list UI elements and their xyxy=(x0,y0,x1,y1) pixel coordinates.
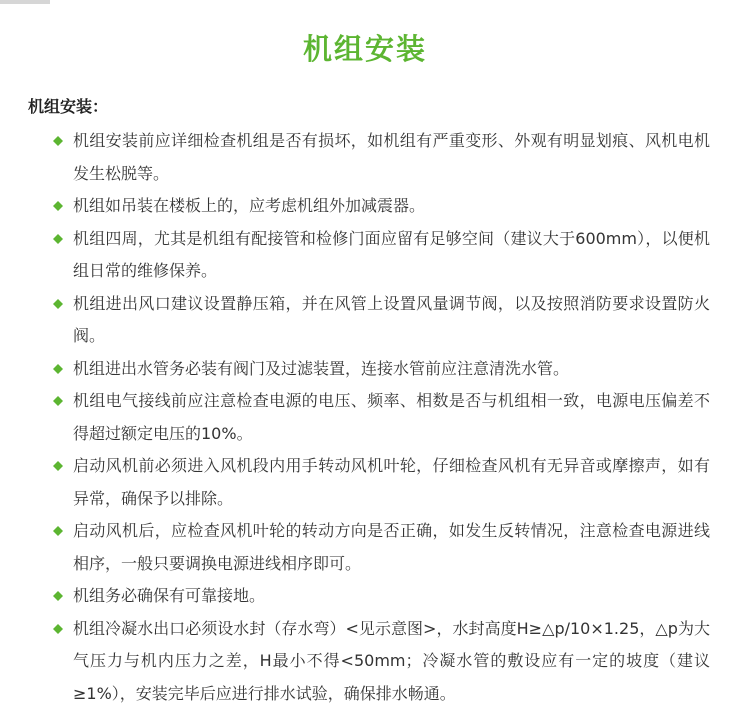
list-item-text: 机组务必确保有可靠接地。 xyxy=(73,586,266,605)
diamond-bullet-icon xyxy=(53,526,63,536)
list-item xyxy=(50,288,710,353)
list-item-text: 机组四周，尤其是机组有配接管和检修门面应留有足够空间（建议大于600mm），以便机组日常的维修保养。 xyxy=(73,228,710,280)
list-item-text: 启动风机前必须进入风机段内用手转动风机叶轮，仔细检查风机有无异音或摩擦声，如有异常，确保予以排除。 xyxy=(73,456,710,508)
list-item-text: 机组进出风口建议设置静压箱，并在风管上设置风量调节阀，以及按照消防要求设置防火阀。 xyxy=(73,293,710,345)
top-divider-strip xyxy=(0,0,50,4)
diamond-bullet-icon xyxy=(53,624,63,634)
page-title: 机组安装 xyxy=(302,32,427,66)
list-item xyxy=(50,580,710,613)
section-heading: 机组安装： xyxy=(28,97,109,116)
list-item xyxy=(50,515,710,580)
diamond-bullet-icon xyxy=(53,461,63,471)
list-item-text: 机组进出水管务必装有阀门及过滤装置，连接水管前应注意清洗水管。 xyxy=(73,358,570,378)
list-item xyxy=(50,385,710,450)
list-item xyxy=(50,450,710,515)
list-item xyxy=(50,613,710,711)
instruction-list xyxy=(50,125,710,710)
list-item xyxy=(50,190,710,223)
list-item-text: 机组冷凝水出口必须设水封（存水弯）<见示意图>，水封高度H≥△p/10×1.25，△p为大气压力与机内压力之差，H最小不得<50mm；冷凝水管的敷设应有一定的坡度（建议≥1%），安装完毕后应进行排水试验，确保排水畅通。 xyxy=(73,618,710,703)
list-item xyxy=(50,125,710,190)
list-item-text: 启动风机后，应检查风机叶轮的转动方向是否正确，如发生反转情况，注意检查电源进线相序，一般只要调换电源进线相序即可。 xyxy=(73,521,710,573)
diamond-bullet-icon xyxy=(53,299,63,309)
diamond-bullet-icon xyxy=(53,591,63,601)
list-item xyxy=(50,223,710,288)
list-item-text: 机组如吊装在楼板上的，应考虑机组外加减震器。 xyxy=(73,196,426,215)
diamond-bullet-icon xyxy=(53,364,63,374)
list-item-text: 机组安装前应详细检查机组是否有损坏，如机组有严重变形、外观有明显划痕、风机电机发生松脱等。 xyxy=(73,131,710,183)
diamond-bullet-icon xyxy=(53,136,63,146)
diamond-bullet-icon xyxy=(53,396,63,406)
diamond-bullet-icon xyxy=(53,234,63,244)
list-item-text: 机组电气接线前应注意检查电源的电压、频率、相数是否与机组相一致，电源电压偏差不得超过额定电压的10%。 xyxy=(73,391,710,443)
list-item xyxy=(50,353,710,386)
diamond-bullet-icon xyxy=(53,201,63,211)
